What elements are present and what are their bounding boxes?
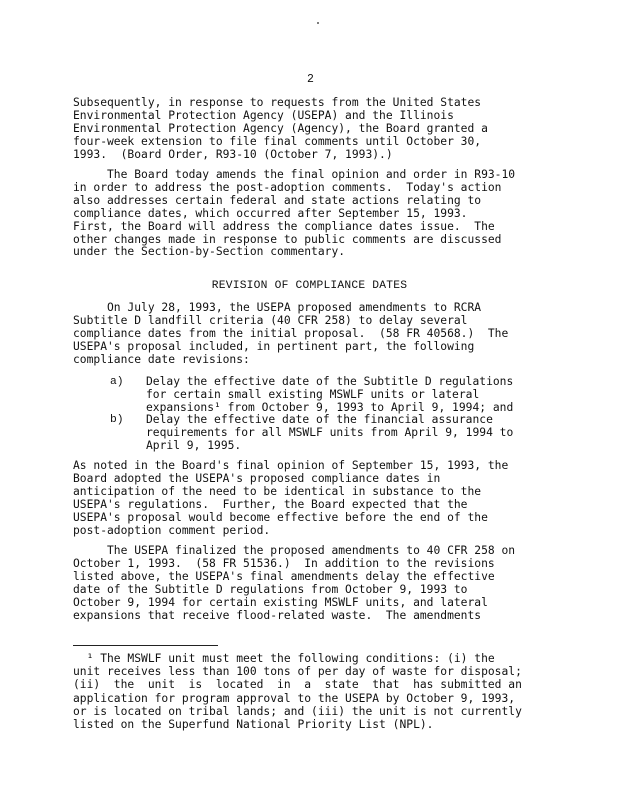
- footnote: ¹ The MSWLF unit must meet the following conditions: (i) the unit receives less than 100 tons of per day of waste for disposal; (ii) the unit is located in a state that has submitted an application for program approval to the USEPA by October 9, 1993, or is located on tribal lands; and (iii) the unit is not currently listed on the Superfund National Priority List (NPL).: [73, 652, 522, 732]
- list-marker-a: a): [110, 376, 124, 388]
- footnote-separator: [73, 645, 218, 646]
- paragraph-finalized: The USEPA finalized the proposed amendments to 40 CFR 258 on October 1, 1993. (58 FR 51536.) In addition to the revisions listed above, the USEPA's final amendments delay the effective date of the Subtitle D regulations from October 9, 1993 to October 9, 1994 for certain existing MSWLF units, and lateral expansions that receive flood-related waste. The amendments: [73, 544, 516, 622]
- scan-speck: [317, 22, 319, 24]
- list-item-a: Delay the effective date of the Subtitle D regulations for certain small existing MSWLF units or lateral expansions¹ from October 9, 1993 to April 9, 1994; and: [146, 375, 514, 414]
- section-heading: REVISION OF COMPLIANCE DATES: [211, 280, 408, 292]
- paragraph-board-opinion: As noted in the Board's final opinion of September 15, 1993, the Board adopted the USEPA's proposed compliance dates in anticipation of the need to be identical in substance to the USEPA's regulations. Further, the Board expected that the USEPA's proposal would become effective before the end of the post-adoption comment period.: [73, 459, 509, 537]
- list-marker-b: b): [110, 414, 124, 426]
- paragraph-extension: Subsequently, in response to requests from the United States Environmental Protection Agency (USEPA) and the Illinois Environmental Protection Agency (Agency), the Board granted a four-week extension to file final comments until October 30, 1993. (Board Order, R93-10 (October 7, 1993).): [73, 96, 488, 161]
- list-item-b: Delay the effective date of the financial assurance requirements for all MSWLF units from April 9, 1994 to April 9, 1995.: [146, 413, 514, 452]
- page-number: 2: [307, 73, 314, 86]
- paragraph-proposal: On July 28, 1993, the USEPA proposed amendments to RCRA Subtitle D landfill criteria (40 CFR 258) to delay several compliance dates from the initial proposal. (58 FR 40568.) The USEPA's proposal included, in pertinent part, the following compliance date revisions:: [73, 301, 509, 366]
- paragraph-amendment: The Board today amends the final opinion and order in R93-10 in order to address the post-adoption comments. Today's action also addresses certain federal and state actions relating to compliance dates, which occurred after September 15, 1993. First, the Board will address the compliance dates issue. The other changes made in response to public comments are discussed under the Section-by-Section commentary.: [73, 168, 516, 259]
